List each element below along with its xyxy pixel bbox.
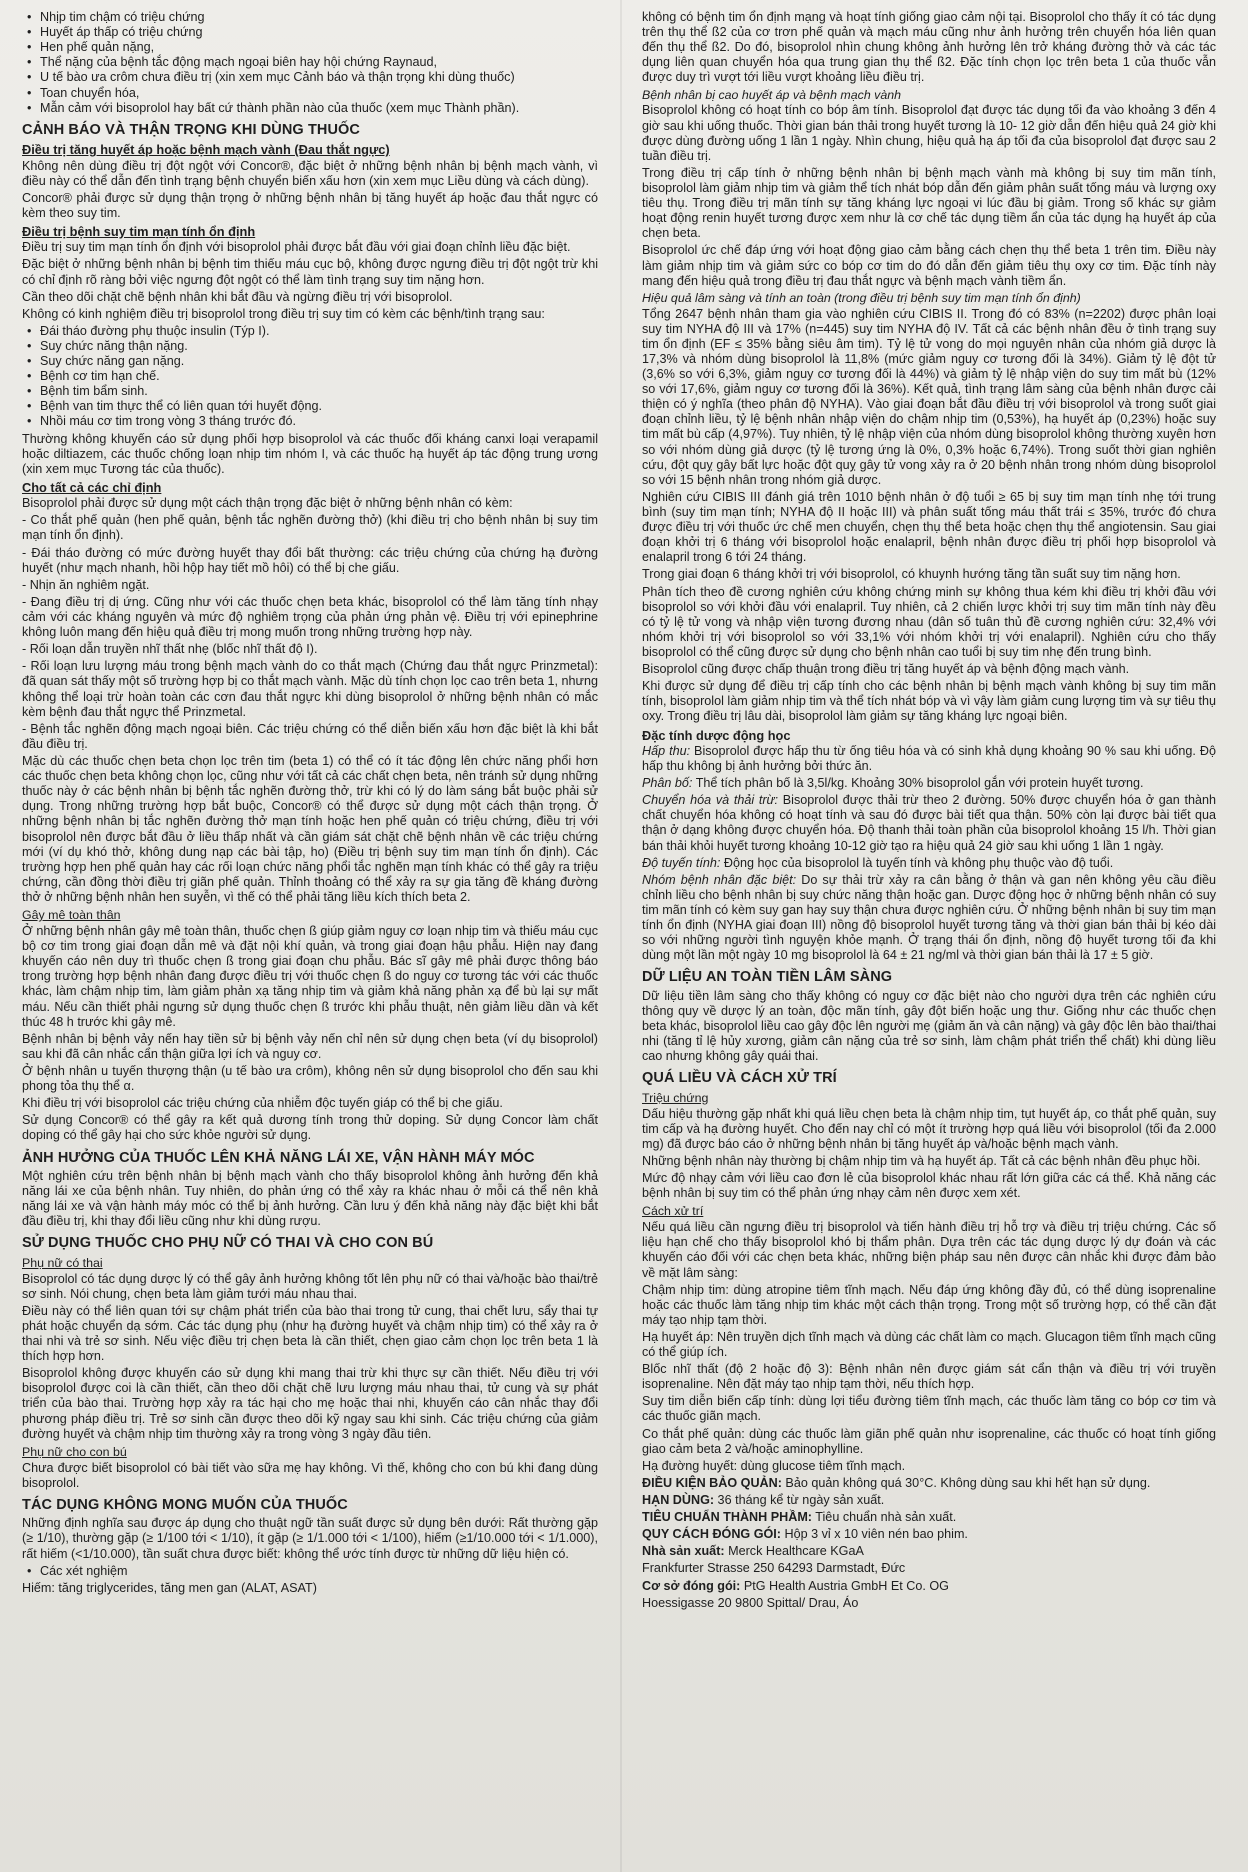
labeled-paragraph (642, 793, 1216, 853)
section-heading: SỬ DỤNG THUỐC CHO PHỤ NỮ CÓ THAI VÀ CHO CON BÚ (22, 1235, 434, 1252)
paragraph: Không có kinh nghiệm điều trị bisoprolol trong điều trị suy tim có kèm các bệnh/tình trạng sau: (22, 306, 545, 321)
list-item: • Bệnh cơ tim hạn chế. (40, 369, 598, 384)
paragraph: Mức độ nhạy cảm với liều cao đơn lẻ của bisoprolol khác nhau rất lớn giữa các cá thể. Khả năng các bệnh nhân bị suy tim có thể phản ứng nhạy cảm nên được xem xét. (642, 1171, 1216, 1201)
paragraph: Nếu quá liều cần ngưng điều trị bisoprolol và tiến hành điều trị hỗ trợ và điều trị triệu chứng. Các số liệu hạn chế cho thấy bisoprolol khó bị thẩm phân. Dựa trên các tác dụng dược lý dự đoán và các khuyến cáo đối với các chẹn beta khác, những biện pháp sau nên được cân nhắc khi được đảm bảo về mặt lâm sàng: (642, 1220, 1216, 1280)
labeled-paragraph (642, 1476, 1216, 1491)
paragraph: Chậm nhịp tim: dùng atropine tiêm tĩnh mạch. Nếu đáp ứng không đầy đủ, có thể dùng isoprenaline hoặc các thuốc làm tăng nhịp tim khác một cách thận trọng. Trong một số trường hợp, có thể cần đặt máy tạo nhịp tạm thời. (642, 1282, 1216, 1327)
paragraph: Hiếm: tăng triglycerides, tăng men gan (ALAT, ASAT) (22, 1580, 317, 1595)
paragraph: Bisoprolol ức chế đáp ứng với hoạt động giao cảm bằng cách chẹn thụ thể beta 1 trên tim. Điều này làm giảm nhịp tim và giảm sức co bóp cơ tim do đó dẫn đến giảm tiêu thụ oxy cơ tim. Đặc tính này mang đến hiệu quả trong điều trị đau thắt ngực và bệnh mạch vành tiềm ẩn. (642, 243, 1216, 288)
paragraph-text: Tiêu chuẩn nhà sản xuất. (812, 1510, 957, 1525)
subsection-heading: Điều trị bệnh suy tim mạn tính ổn định (22, 223, 256, 239)
list-item: • Suy chức năng thận nặng. (40, 339, 598, 354)
paragraph: Chưa được biết bisoprolol có bài tiết vào sữa mẹ hay không. Vì thế, không cho con bú khi đang dùng bisoprolol. (22, 1460, 598, 1490)
section-heading: CẢNH BÁO VÀ THẬN TRỌNG KHI DÙNG THUỐC (22, 121, 360, 138)
subsection-heading: Bệnh nhân bị cao huyết áp và bệnh mạch vành (642, 87, 902, 102)
paragraph-label: Cơ sở đóng gói: (642, 1578, 741, 1593)
paragraph: Hoessigasse 20 9800 Spittal/ Drau, Áo (642, 1595, 859, 1610)
subsection-heading: Đặc tính dược động học (642, 727, 791, 743)
paragraph-text: Thể tích phân bố là 3,5l/kg. Khoảng 30% bisoprolol gắn với protein huyết tương. (692, 776, 1144, 791)
paragraph: Concor® phải được sử dụng thận trọng ở những bệnh nhân bị tăng huyết áp hoặc đau thắt ngực có kèm theo suy tim. (22, 190, 598, 220)
subsection-heading: Gây mê toàn thân (22, 908, 121, 923)
paragraph-label: Phân bố: (642, 776, 693, 791)
subsection-heading: Triệu chứng (642, 1090, 709, 1105)
paragraph: Bisoprolol không có hoạt tính co bóp âm tính. Bisoprolol đạt được tác dụng tối đa vào khoảng 3 đến 4 giờ sau khi uống thuốc. Thời gian bán thải trong huyết tương là 10- 12 giờ dẫn đến hiệu quả 24 giờ khi được dùng đường uống 1 lần 1 ngày. Nhìn chung, hiệu quả hạ áp tối đa của bisoprolol đạt được sau 2 tuần điều trị. (642, 103, 1216, 163)
paragraph: Bệnh nhân bị bệnh vảy nến hay tiền sử bị bệnh vảy nến chỉ nên sử dụng chẹn beta (ví dụ bisoprolol) sau khi đã cân nhắc cẩn thận giữa lợi ích và nguy cơ. (22, 1031, 598, 1061)
paragraph: Trong điều trị cấp tính ở những bệnh nhân bị bệnh mạch vành mà không bị suy tim mãn tính, bisoprolol làm giảm nhịp tim và giảm thể tích nhát bóp dẫn đến giảm phân suất tống máu và lượng oxy tiêu thụ. Trong điều trị mãn tính sự tăng kháng lực ngoại vi lúc đầu bị giảm. Trong số khác sự giảm hoạt động renin huyết tương được xem như là cơ chế tác dụng tiềm ẩn của tác dụng hạ huyết áp của chẹn beta. (642, 165, 1216, 241)
paragraph: Những định nghĩa sau được áp dụng cho thuật ngữ tần suất được sử dụng bên dưới: Rất thường gặp (≥ 1/10), thường gặp (≥ 1/100 tới < 1/10), ít gặp (≥ 1/1.000 tới < 1/100), hiếm (≥1/10.000 tới < 1/1.000), rất hiếm (<1/10.000), tần suất chưa được biết: không thể ước tính được từ những dữ liệu hiện có. (22, 1516, 598, 1561)
paragraph-label: TIÊU CHUẨN THÀNH PHẦM: (642, 1510, 813, 1525)
paragraph: Trong giai đoạn 6 tháng khởi trị với bisoprolol, có khuynh hướng tăng tần suất suy tim nặng hơn. (642, 567, 1181, 582)
paragraph: không có bệnh tim ổn định mạng và hoạt tính giống giao cảm nội tại. Bisoprolol cho thấy ít có tác dụng trên thụ thể ß2 của cơ trơn phế quản và mạch máu cũng như ảnh hưởng trên chuyển hóa liên quan đến thụ thể ß2. Do đó, bisoprolol nhìn chung không ảnh hưởng lên trở kháng đường thở và các tác dụng liên quan chuyển hóa qua trung gian thụ thể ß2. Đặc tính chọn lọc trên beta 1 của thuốc vẫn được duy trì vượt tới liều vượt khoảng liều điều trị. (642, 10, 1216, 85)
list-item: • Thể nặng của bệnh tắc động mạch ngoại biên hay hội chứng Raynaud, (40, 55, 598, 70)
paragraph-label: HẠN DÙNG: (642, 1493, 715, 1508)
paragraph: Nghiên cứu CIBIS III đánh giá trên 1010 bệnh nhân ở độ tuổi ≥ 65 bị suy tim mạn tính nhẹ tới trung bình (suy tim mạn tính; NYHA độ II hoặc III) và phân suất tống máu thất trái ≤ 35%, trước đó chưa được điều trị với thuốc ức chế men chuyển, chẹn thụ thể beta hoặc chẹn thụ thể angiotensin. Sau giai đoạn khởi trị 6 tháng với bisoprolol hoặc enalapril, bệnh nhân được điều trị phối hợp bisoprolol và enalapril trong 6 tới 24 tháng. (642, 489, 1216, 565)
paragraph-text: Động học của bisoprolol là tuyến tính và không phụ thuộc vào độ tuổi. (720, 855, 1114, 870)
paragraph-text: Bisoprolol được hấp thu từ ống tiêu hóa và có sinh khả dụng khoảng 90 % sau khi uống. Độ hấp thu không bị ảnh hưởng bởi thức ăn. (642, 743, 1216, 774)
subsection-heading: Phụ nữ cho con bú (22, 1444, 127, 1459)
list-item: • Mẫn cảm với bisoprolol hay bất cứ thành phần nào của thuốc (xem mục Thành phần). (40, 101, 598, 116)
paragraph: Hạ huyết áp: Nên truyền dịch tĩnh mạch và dùng các chất làm co mạch. Glucagon tiêm tĩnh mạch cũng có thể giúp ích. (642, 1329, 1216, 1360)
right-column (642, 10, 1216, 1613)
paragraph: Tổng 2647 bệnh nhân tham gia vào nghiên cứu CIBIS II. Trong đó có 83% (n=2202) được phân loại suy tim NYHA độ III và 17% (n=445) suy tim NYHA độ IV. Tất cả các bệnh nhân đều ở tình trạng suy tim ổn định (EF ≤ 35% bằng siêu âm tim). Tỷ lệ tử vong do mọi nguyên nhân của nhóm giả dược là 17,3% và nhóm dùng bisoprolol là 11,8% (mức giảm nguy cơ tương đối là 34%). Giảm tỷ lệ đột tử (3,6% so với 6,3%, giảm nguy cơ tương đối là 44%) và giảm tỷ lệ nhập viện do suy tim mất bù (12% so với 17,6%, giảm nguy cơ tương đối là 36%). Kết quả, tình trạng lâm sàng của bệnh nhân được cải thiện có ý nghĩa (theo phân độ NYHA). Vào giai đoạn bắt đầu điều trị với bisoprolol và trong suốt giai đoạn chỉnh liều, tỷ lệ bệnh nhân nhập viện do chậm nhịp tim (0,53%), hạ huyết áp (0,23%) hoặc suy tim mất bù cấp (4,97%). Tuy nhiên, tỷ lệ nhập viện của nhóm dùng bisoprolol không thường xuyên hơn so với nhóm dùng giả dược (tỷ lệ tương ứng là 0%, 0,3% hoặc 6,74%). Trong suốt thời gian nghiên cứu, đột quỵ gây bất lực hoặc đột quỵ gây tử vong xảy ra ở 20 bệnh nhân trong nhóm dùng bisoprolol so với 15 bệnh nhân trong nhóm giả dược. (642, 306, 1216, 487)
subsection-heading: Điều trị tăng huyết áp hoặc bệnh mạch vành (Đau thắt ngực) (22, 142, 390, 158)
paragraph: Không nên dùng điều trị đột ngột với Concor®, đặc biệt ở những bệnh nhân bị bệnh mạch vành, vì điều này có thể dẫn đến tình trạng bệnh chuyển biến xấu hơn (xin xem mục Liều dùng và cách dùng). (22, 158, 598, 188)
paragraph: - Rối loạn dẫn truyền nhĩ thất nhẹ (blốc nhĩ thất độ I). (22, 642, 318, 657)
paragraph: Khi được sử dụng để điều trị cấp tính cho các bệnh nhân bị bệnh mạch vành không bị suy tim mãn tính, bisoprolol làm giảm nhịp tim và thể tích nhát bóp và vì vậy làm giảm cung lượng tim và sự tiêu thụ oxy. Trong điều trị lâu dài, bisoprolol làm giảm sự tăng kháng lực ngoại biên. (642, 679, 1216, 724)
paragraph-label: Hấp thu: (642, 743, 691, 758)
labeled-paragraph (642, 776, 1216, 791)
paragraph-label: QUY CÁCH ĐÓNG GÓI: (642, 1527, 782, 1542)
paragraph-label: Độ tuyến tính: (642, 855, 721, 870)
paragraph: Co thắt phế quản: dùng các thuốc làm giãn phế quản như isoprenaline, các thuốc có hoạt tính giống giao cảm beta 2 và/hoặc aminophylline. (642, 1426, 1216, 1456)
list-item: • Nhịp tim chậm có triệu chứng (40, 10, 598, 25)
paragraph: Điều trị suy tim mạn tính ổn định với bisoprolol phải được bắt đầu với giai đoạn chỉnh liều đặc biệt. (22, 240, 571, 255)
labeled-paragraph (642, 1579, 1216, 1594)
paragraph: Bisoprolol không được khuyến cáo sử dụng khi mang thai trừ khi thực sự cần thiết. Nếu điều trị với bisoprolol được coi là cần thiết, cần theo dõi chặt chẽ lưu lượng máu nhau thai, tử cung và sự phát triển của bào thai. Trường hợp xảy ra tác hại cho mẹ hoặc thai nhi, khuyến cáo cân nhắc thay đổi phương pháp điều trị. Trẻ sơ sinh cần được theo dõi kỹ ngay sau khi sinh. Các triệu chứng của giảm đường huyết và chậm nhịp tim thường xảy ra trong vòng 3 ngày đầu tiên. (22, 1366, 598, 1441)
list-item: • Các xét nghiệm (40, 1564, 598, 1579)
list-item: • Bệnh van tim thực thể có liên quan tới huyết động. (40, 399, 598, 414)
paragraph: Bisoprolol cũng được chấp thuận trong điều trị tăng huyết áp và bệnh động mạch vành. (642, 662, 1130, 677)
bullet-list (22, 324, 598, 430)
section-heading: ẢNH HƯỞNG CỦA THUỐC LÊN KHẢ NĂNG LÁI XE, VẬN HÀNH MÁY MÓC (22, 1149, 535, 1166)
list-item: • Hen phế quản nặng, (40, 40, 598, 55)
paragraph-label: Nhóm bệnh nhân đặc biệt: (642, 872, 797, 887)
section-heading: DỮ LIỆU AN TOÀN TIỀN LÂM SÀNG (642, 969, 893, 986)
left-column (22, 10, 598, 1598)
paragraph: Frankfurter Strasse 250 64293 Darmstadt, Đức (642, 1561, 906, 1576)
list-item: • U tế bào ưa crôm chưa điều trị (xin xem mục Cảnh báo và thận trọng khi dùng thuốc) (40, 70, 598, 85)
paragraph: Blốc nhĩ thất (độ 2 hoặc độ 3): Bệnh nhân nên được giám sát cẩn thận và điều trị với truyền isoprenaline. Nên đặt máy tạo nhịp tạm thời, nếu thích hợp. (642, 1362, 1216, 1392)
paragraph: - Co thắt phế quản (hen phế quản, bệnh tắc nghẽn đường thở) (khi điều trị cho bệnh nhân bị suy tim mạn tính ổn định). (22, 513, 598, 543)
paragraph: Suy tim diễn biến cấp tính: dùng lợi tiểu đường tiêm tĩnh mạch, các thuốc làm tăng co bóp cơ tim và các thuốc giãn mạch. (642, 1394, 1216, 1424)
paragraph: Cần theo dõi chặt chẽ bệnh nhân khi bắt đầu và ngừng điều trị với bisoprolol. (22, 289, 453, 304)
paragraph-text: Hộp 3 vỉ x 10 viên nén bao phim. (781, 1527, 968, 1542)
paragraph: Dữ liệu tiền lâm sàng cho thấy không có nguy cơ đặc biệt nào cho người dựa trên các nghiên cứu thông quy về dược lý an toàn, độc mãn tính, gây đột biến hoặc ung thư. Giống như các thuốc chẹn beta khác, bisoprolol liều cao gây độc lên người mẹ (giảm ăn và cân nặng) và gây độc lên bào thai/thai nhi (tăng tỉ lệ hủy xương, giảm cân nặng của trẻ sơ sinh, làm chậm phát triển thể chất) khi dùng liều cao nhưng không gây quái thai. (642, 988, 1216, 1064)
list-item: • Đái tháo đường phụ thuộc insulin (Týp I). (40, 324, 598, 339)
paragraph: Thường không khuyến cáo sử dụng phối hợp bisoprolol và các thuốc đối kháng canxi loại verapamil hoặc diltiazem, các thuốc chống loạn nhịp tim nhóm I, và các thuốc hạ huyết áp tác động trung ương (xin xem mục Tương tác của thuốc). (22, 431, 598, 476)
paragraph-label: Chuyển hóa và thải trừ: (642, 793, 779, 808)
paragraph: - Đái tháo đường có mức đường huyết thay đổi bất thường: các triệu chứng của chứng hạ đường huyết (như mạch nhanh, hồi hộp hay tiết mồ hôi) có thể bị che giấu. (22, 545, 598, 575)
labeled-paragraph (642, 1544, 1216, 1559)
paragraph: Dấu hiệu thường gặp nhất khi quá liều chẹn beta là chậm nhịp tim, tụt huyết áp, co thắt phế quản, suy tim cấp và hạ đường huyết. Cho đến nay chỉ có một ít trường hợp quá liều với bisoprolol (tối đa 2.000 mg) đã được báo cáo ở những bệnh nhân bị tăng huyết áp và/hoặc bệnh mạch vành. (642, 1106, 1216, 1151)
labeled-paragraph (642, 873, 1216, 964)
paragraph-text: Do sự thải trừ xảy ra cân bằng ở thận và gan nên không yêu cầu điều chỉnh liều cho bệnh nhân bị suy chức năng thận hoặc gan. Dược động học ở những bệnh nhân có suy tim mãn tính có kèm suy gan hay suy thận chưa được nghiên cứu. Ở những bệnh nhân bị suy tim mạn tính ổn định (NYHA giai đoạn III) nồng độ bisoprolol huyết tương tăng và thời gian bán thải bị kéo dài so với những người tình nguyện khỏe mạnh. Ở trạng thái ổn định, nồng độ huyết tương tối đa khi dùng một lần một ngày 10 mg bisoprolol là 64 ± 21 ng/ml và thời gian bán thải là 17 ± 5 giờ. (642, 872, 1217, 963)
section-heading: TÁC DỤNG KHÔNG MONG MUỐN CỦA THUỐC (22, 1496, 348, 1513)
paragraph: Bisoprolol phải được sử dụng một cách thận trọng đặc biệt ở những bệnh nhân có kèm: (22, 496, 513, 511)
bullet-list (22, 10, 598, 116)
labeled-paragraph (642, 744, 1216, 774)
subsection-heading: Hiệu quả lâm sàng và tính an toàn (trong điều trị bệnh suy tim mạn tính ổn định) (642, 290, 1081, 305)
paragraph: - Đang điều trị dị ứng. Cũng như với các thuốc chẹn beta khác, bisoprolol có thể làm tăng tính nhạy cảm với các kháng nguyên và mức độ nghiêm trọng của phản ứng phản vệ. Điều trị với epinephrine không luôn mang đến hiệu quả điều trị mong muốn trong những trường hợp này. (22, 594, 598, 640)
paragraph-text: PtG Health Austria GmbH Et Co. OG (740, 1578, 949, 1593)
paragraph: Sử dụng Concor® có thể gây ra kết quả dương tính trong thử doping. Sử dụng Concor làm chất doping có thể gây hại cho sức khỏe người sử dụng. (22, 1113, 598, 1143)
subsection-heading: Phụ nữ có thai (22, 1255, 103, 1270)
paragraph: Khi điều trị với bisoprolol các triệu chứng của nhiễm độc tuyến giáp có thể bị che giấu. (22, 1096, 503, 1111)
paragraph: Một nghiên cứu trên bệnh nhân bị bệnh mạch vành cho thấy bisoprolol không ảnh hưởng đến khả năng lái xe của bệnh nhân. Tuy nhiên, do phản ứng có thể xảy ra khác nhau ở mỗi cá thể nên khả năng lái xe và vận hành máy móc có thể bị ảnh hưởng. Cần lưu ý đến khả năng này đặc biệt khi bắt đầu điều trị, khi thay đổi liều cũng như khi dùng rượu. (22, 1168, 598, 1229)
section-heading: QUÁ LIỀU VÀ CÁCH XỬ TRÍ (642, 1070, 837, 1087)
list-item: • Bệnh tim bẩm sinh. (40, 384, 598, 399)
paragraph: - Rối loạn lưu lượng máu trong bệnh mạch vành do co thắt mạch (Chứng đau thắt ngực Prinzmetal): đã quan sát thấy một số trường hợp bị co thắt mạch vành. Mặc dù tính chọn lọc cao trên beta 1, nhưng không thể loại trừ hoàn toàn các cơn đau thắt ngực khi dùng bisoprolol ở những bệnh nhân có mắc kèm bệnh đau thắt ngực thể Prinzmetal. (22, 659, 598, 719)
subsection-heading: Cho tất cả các chỉ định (22, 479, 162, 495)
paragraph-text: Merck Healthcare KGaA (724, 1544, 864, 1559)
paragraph: Hạ đường huyết: dùng glucose tiêm tĩnh mạch. (642, 1458, 906, 1473)
paragraph: Những bệnh nhân này thường bị chậm nhịp tim và hạ huyết áp. Tất cả các bệnh nhân đều phục hồi. (642, 1153, 1201, 1168)
paragraph-text: 36 tháng kể từ ngày sản xuất. (714, 1493, 885, 1508)
bullet-list (22, 1564, 598, 1579)
paragraph-label: ĐIỀU KIỆN BẢO QUẢN: (642, 1475, 782, 1490)
labeled-paragraph (642, 1510, 1216, 1525)
paragraph: Đặc biệt ở những bệnh nhân bị bệnh tim thiếu máu cục bộ, không được ngưng điều trị đột ngột trừ khi có chỉ định rõ ràng bởi việc ngưng đột ngột có thể làm tình trạng suy tim nặng hơn. (22, 257, 598, 287)
paragraph: Điều này có thể liên quan tới sự chậm phát triển của bào thai trong tử cung, thai chết lưu, sẩy thai tự phát hoặc chuyển dạ sớm. Các tác dụng phụ (như hạ đường huyết và chậm nhịp tim) có thể xảy ra ở thai nhi và trẻ sơ sinh. Nếu việc điều trị chẹn beta là cần thiết, chẹn giao cảm chọn lọc trên beta 1 là thích hợp hơn. (22, 1303, 598, 1364)
paragraph: Mặc dù các thuốc chẹn beta chọn lọc trên tim (beta 1) có thể có ít tác động lên chức năng phổi hơn các thuốc chẹn beta không chọn lọc, cũng như với tất cả các chất chẹn beta, nên tránh sử dụng những thuốc này ở các bệnh nhân bị bệnh tắc nghẽn đường thở, trừ khi có lý do làm sáng bắt buộc phải sử dụng. Trong những trường hợp bắt buộc, Concor® có thể được sử dụng một cách thận trọng. Ở những bệnh nhân bị tắc nghẽn đường thở mạn tính hoặc hen phế quản có triệu chứng, điều trị với bisoprolol nên được bắt đầu ở liều thấp nhất và cần giám sát chặt chẽ bệnh nhân về các triệu chứng mới (ví dụ khó thở, không dung nạp các bài tập, ho) (Điều trị bệnh suy tim mạn tính ổn định). Các trường hợp hen phế quản hay các rối loạn chức năng phổi tắc nghẽn mạn tính khác có thể gây ra triệu chứng, cần đồng thời điều trị giãn phế quản. Thỉnh thoảng có thể xảy ra sự gia tăng đề kháng đường thở ở những bệnh nhân hen suyễn, vì thế có thể phải tăng liều kích thích beta 2. (22, 754, 598, 904)
paragraph: Bisoprolol có tác dụng dược lý có thể gây ảnh hưởng không tốt lên phụ nữ có thai và/hoặc bào thai/trẻ sơ sinh. Nói chung, chẹn beta làm giảm tưới máu nhau thai. (22, 1271, 598, 1301)
list-item: • Huyết áp thấp có triệu chứng (40, 25, 598, 40)
paragraph: - Bệnh tắc nghẽn động mạch ngoại biên. Các triệu chứng có thể diễn biến xấu hơn đặc biệt là khi bắt đầu điều trị. (22, 721, 598, 751)
list-item: • Nhồi máu cơ tim trong vòng 3 tháng trước đó. (40, 414, 598, 429)
labeled-paragraph (642, 1493, 1216, 1508)
subsection-heading: Cách xử trí (642, 1204, 704, 1219)
paragraph: Ở những bệnh nhân gây mê toàn thân, thuốc chẹn ß giúp giảm nguy cơ loạn nhịp tim và thiếu máu cục bộ cơ tim trong giai đoạn dẫn mê và đặt nội khí quản, và trong giai đoạn hậu phẫu. Hiện nay đang khuyến cáo nên duy trì thuốc chẹn ß trong giai đoạn chu phẫu. Bác sĩ gây mê phải được thông báo trong trường hợp bệnh nhân đang được điều trị với thuốc chẹn ß do nguy cơ tương tác với các thuốc khác, làm chậm nhịp tim, làm giảm phản xạ tăng nhịp tim và giảm khả năng phản xạ để bù lại sự mất máu. Nếu cần thiết phải ngưng sử dụng thuốc chẹn ß trước khi phẫu thuật, nên giảm liều dần và kết thúc 48 h trước khi gây mê. (22, 923, 598, 1029)
paragraph-label: Nhà sản xuất: (642, 1544, 725, 1559)
list-item: • Suy chức năng gan nặng. (40, 354, 598, 369)
labeled-paragraph (642, 1527, 1216, 1542)
paragraph: Ở bệnh nhân u tuyến thượng thận (u tế bào ưa crôm), không nên sử dụng bisoprolol cho đến sau khi phong tỏa thụ thể α. (22, 1063, 598, 1094)
labeled-paragraph (642, 856, 1216, 871)
list-item: • Toan chuyển hóa, (40, 86, 598, 101)
page-fold (620, 0, 622, 1872)
paragraph: - Nhịn ăn nghiêm ngặt. (22, 577, 150, 592)
paragraph: Phân tích theo đề cương nghiên cứu không chứng minh sự không thua kém khi điều trị khởi đầu với bisoprolol so với khởi đầu với enalapril. Tuy nhiên, cả 2 chiến lược khởi trị suy tim mãn tính này đều có tỷ lệ tử vong và nhập viện tương đương nhau (dân số tuân thủ đề cương nghiên cứu: 32,4% với nhóm khởi trị với bisoprolol so với 33,1% với nhóm khởi trị với enalapril). Nghiên cứu cho thấy bisoprolol có thể cũng được sử dụng cho bệnh nhân cao tuổi bị suy tim nhẹ đến trung bình. (642, 584, 1216, 660)
paragraph-text: Bảo quản không quá 30°C. Không dùng sau khi hết hạn sử dụng. (781, 1475, 1151, 1490)
paragraph-text: Bisoprolol được thải trừ theo 2 đường. 50% được chuyển hóa ở gan thành chất chuyển hóa không có hoạt tính và sau đó được bài tiết qua thận. 50% còn lại được bài tiết qua thận ở dạng không được chuyển hóa. Độ thanh thải toàn phần của bisoprolol khoảng 15 l/h. Thời gian bán thải khỏi huyết tương khoảng 10-12 giờ tạo ra hiệu quả 24 giờ sau khi uống 1 lần 1 ngày. (642, 793, 1216, 853)
